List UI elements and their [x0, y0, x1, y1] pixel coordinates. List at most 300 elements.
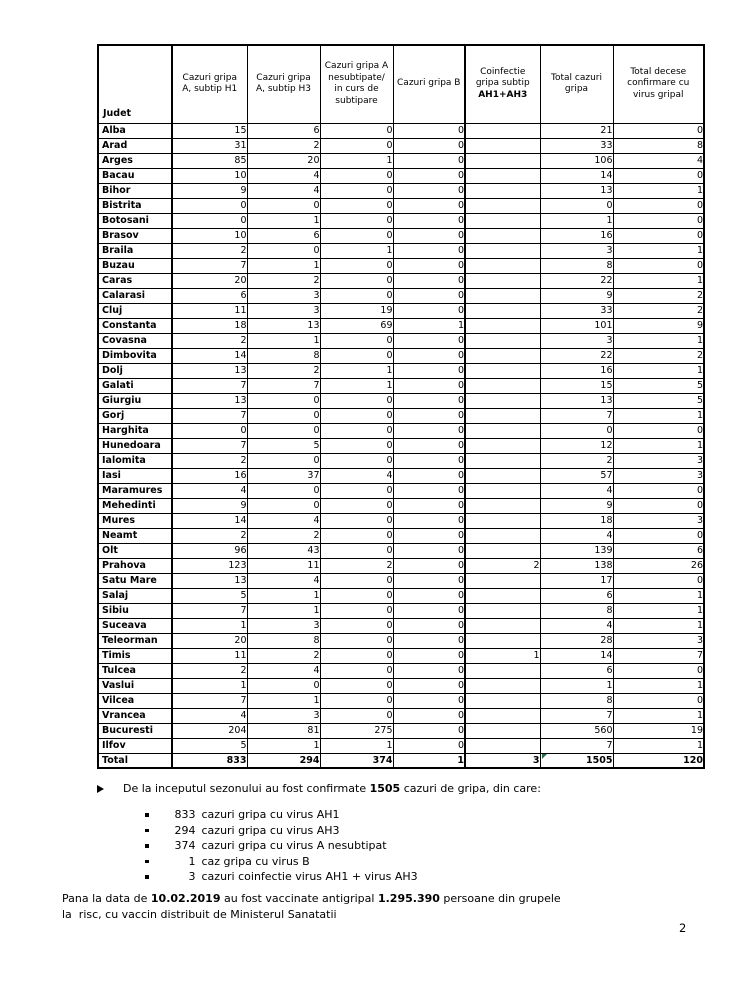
value-cell	[465, 228, 540, 243]
value-cell: 1	[320, 153, 393, 168]
value-cell: 1	[613, 333, 704, 348]
col-header-gripa-a-h3: Cazuri gripa A, subtip H3	[247, 45, 320, 123]
value-cell: 1	[172, 678, 247, 693]
value-cell: 0	[393, 198, 465, 213]
table-row	[98, 363, 704, 378]
value-cell: 1	[172, 618, 247, 633]
value-cell: 8	[540, 693, 613, 708]
value-cell: 1	[613, 738, 704, 753]
table-row	[98, 123, 704, 138]
square-bullet-icon	[145, 844, 149, 848]
value-cell: 6	[540, 588, 613, 603]
case-count: 1	[188, 854, 196, 868]
value-cell: 4	[540, 528, 613, 543]
value-cell	[465, 288, 540, 303]
list-item	[145, 823, 418, 839]
table-row	[98, 648, 704, 663]
value-cell: 2	[247, 138, 320, 153]
value-cell: 0	[320, 513, 393, 528]
value-cell: 8	[540, 603, 613, 618]
value-cell: 13	[172, 393, 247, 408]
value-cell: 0	[247, 483, 320, 498]
value-cell: 2	[320, 558, 393, 573]
county-cell: Gorj	[98, 408, 172, 423]
value-cell: 3	[613, 633, 704, 648]
value-cell: 0	[393, 588, 465, 603]
value-cell: 0	[393, 288, 465, 303]
table-row	[98, 678, 704, 693]
value-cell: 17	[540, 573, 613, 588]
total-value-cell: 120	[613, 753, 704, 768]
value-cell: 0	[393, 693, 465, 708]
value-cell: 0	[320, 213, 393, 228]
value-cell: 13	[172, 363, 247, 378]
value-cell: 0	[393, 738, 465, 753]
value-cell: 5	[247, 438, 320, 453]
value-cell: 7	[172, 438, 247, 453]
value-cell: 0	[613, 483, 704, 498]
value-cell: 0	[393, 243, 465, 258]
table-row	[98, 483, 704, 498]
list-item	[145, 807, 418, 823]
table-row	[98, 183, 704, 198]
table-row	[98, 453, 704, 468]
value-cell: 0	[247, 678, 320, 693]
value-cell: 22	[540, 273, 613, 288]
value-cell: 4	[172, 483, 247, 498]
value-cell: 16	[540, 363, 613, 378]
value-cell	[465, 408, 540, 423]
county-cell: Tulcea	[98, 663, 172, 678]
value-cell: 4	[247, 183, 320, 198]
value-cell: 0	[393, 453, 465, 468]
value-cell: 13	[247, 318, 320, 333]
county-cell: Arad	[98, 138, 172, 153]
table-row	[98, 738, 704, 753]
total-row	[98, 753, 704, 768]
case-count: 374	[174, 839, 196, 853]
table-row	[98, 258, 704, 273]
value-cell: 4	[540, 618, 613, 633]
value-cell	[465, 738, 540, 753]
value-cell	[465, 663, 540, 678]
table-row	[98, 303, 704, 318]
value-cell: 8	[247, 348, 320, 363]
value-cell: 0	[393, 558, 465, 573]
table-row	[98, 603, 704, 618]
value-cell: 10	[172, 228, 247, 243]
value-cell: 14	[540, 168, 613, 183]
value-cell: 0	[172, 213, 247, 228]
value-cell: 0	[247, 393, 320, 408]
table-row	[98, 558, 704, 573]
value-cell: 0	[393, 408, 465, 423]
value-cell: 0	[393, 123, 465, 138]
value-cell: 1	[465, 648, 540, 663]
value-cell	[465, 153, 540, 168]
value-cell: 1	[247, 333, 320, 348]
value-cell: 22	[540, 348, 613, 363]
value-cell: 0	[393, 423, 465, 438]
value-cell	[465, 258, 540, 273]
value-cell: 14	[172, 513, 247, 528]
value-cell: 20	[172, 273, 247, 288]
value-cell: 15	[172, 123, 247, 138]
list-item	[145, 869, 418, 885]
total-label-cell: Total	[98, 753, 172, 768]
table-header	[98, 45, 704, 123]
value-cell	[465, 393, 540, 408]
county-cell: Iasi	[98, 468, 172, 483]
value-cell: 37	[247, 468, 320, 483]
value-cell: 9	[613, 318, 704, 333]
table-row	[98, 708, 704, 723]
value-cell: 2	[172, 663, 247, 678]
value-cell: 3	[247, 708, 320, 723]
table-row	[98, 423, 704, 438]
county-cell: Brasov	[98, 228, 172, 243]
value-cell: 0	[247, 243, 320, 258]
value-cell: 1	[247, 603, 320, 618]
value-cell	[465, 498, 540, 513]
value-cell: 101	[540, 318, 613, 333]
value-cell: 0	[172, 423, 247, 438]
value-cell: 6	[247, 228, 320, 243]
value-cell: 0	[393, 648, 465, 663]
total-value-cell: 3	[465, 753, 540, 768]
value-cell: 0	[613, 198, 704, 213]
value-cell: 13	[540, 183, 613, 198]
value-cell: 275	[320, 723, 393, 738]
value-cell: 0	[393, 303, 465, 318]
value-cell	[465, 678, 540, 693]
table-row	[98, 663, 704, 678]
value-cell: 1	[613, 408, 704, 423]
value-cell: 2	[172, 243, 247, 258]
value-cell	[465, 138, 540, 153]
value-cell: 4	[172, 708, 247, 723]
table-row	[98, 513, 704, 528]
value-cell	[465, 303, 540, 318]
square-bullet-icon	[145, 875, 149, 879]
value-cell	[465, 318, 540, 333]
table-row	[98, 438, 704, 453]
value-cell	[465, 453, 540, 468]
value-cell: 0	[247, 408, 320, 423]
value-cell: 19	[320, 303, 393, 318]
value-cell: 0	[613, 228, 704, 243]
table-row	[98, 588, 704, 603]
table-row	[98, 228, 704, 243]
value-cell: 4	[247, 573, 320, 588]
value-cell: 11	[247, 558, 320, 573]
value-cell: 204	[172, 723, 247, 738]
value-cell	[465, 483, 540, 498]
value-cell	[465, 123, 540, 138]
value-cell: 0	[320, 603, 393, 618]
value-cell	[465, 708, 540, 723]
value-cell: 1	[320, 378, 393, 393]
value-cell	[465, 438, 540, 453]
table-row	[98, 378, 704, 393]
table-row	[98, 288, 704, 303]
col-header-total-decese: Total decese confirmare cu virus gripal	[613, 45, 704, 123]
county-cell: Bucuresti	[98, 723, 172, 738]
value-cell	[465, 198, 540, 213]
value-cell: 5	[172, 738, 247, 753]
value-cell: 2	[613, 348, 704, 363]
value-cell: 0	[320, 168, 393, 183]
county-cell: Dimbovita	[98, 348, 172, 363]
value-cell: 0	[613, 693, 704, 708]
value-cell: 3	[540, 243, 613, 258]
value-cell: 0	[320, 573, 393, 588]
table-body	[98, 123, 704, 753]
vaccination-paragraph: Pana la data de 10.02.2019 au fost vaccinate antigripal 1.295.390 persoane din grupele la risc, cu vaccin distribuit de Ministerul Sanatatii	[62, 892, 561, 921]
value-cell: 5	[172, 588, 247, 603]
value-cell: 0	[393, 528, 465, 543]
value-cell: 4	[613, 153, 704, 168]
season-summary-line	[97, 782, 541, 795]
value-cell: 0	[613, 258, 704, 273]
value-cell: 123	[172, 558, 247, 573]
value-cell: 0	[393, 723, 465, 738]
county-cell: Olt	[98, 543, 172, 558]
value-cell	[465, 273, 540, 288]
value-cell	[465, 573, 540, 588]
value-cell: 0	[613, 168, 704, 183]
value-cell: 31	[172, 138, 247, 153]
value-cell: 13	[172, 573, 247, 588]
county-cell: Buzau	[98, 258, 172, 273]
value-cell	[465, 588, 540, 603]
value-cell: 2	[247, 363, 320, 378]
county-cell: Ialomita	[98, 453, 172, 468]
value-cell: 0	[613, 663, 704, 678]
value-cell: 0	[613, 573, 704, 588]
value-cell: 9	[540, 498, 613, 513]
value-cell: 0	[393, 213, 465, 228]
arrowhead-bullet-icon	[97, 785, 104, 793]
value-cell: 18	[172, 318, 247, 333]
value-cell: 1	[247, 258, 320, 273]
value-cell: 1	[613, 243, 704, 258]
value-cell: 6	[247, 123, 320, 138]
value-cell: 20	[172, 633, 247, 648]
county-cell: Bihor	[98, 183, 172, 198]
value-cell: 20	[247, 153, 320, 168]
county-cell: Sibiu	[98, 603, 172, 618]
value-cell: 0	[320, 528, 393, 543]
value-cell: 560	[540, 723, 613, 738]
county-cell: Covasna	[98, 333, 172, 348]
value-cell: 3	[613, 513, 704, 528]
value-cell	[465, 363, 540, 378]
value-cell: 0	[320, 123, 393, 138]
value-cell: 13	[540, 393, 613, 408]
value-cell: 3	[613, 453, 704, 468]
county-cell: Botosani	[98, 213, 172, 228]
value-cell: 1	[247, 738, 320, 753]
table-row	[98, 273, 704, 288]
value-cell	[465, 468, 540, 483]
case-label: cazuri gripa cu virus A nesubtipat	[201, 839, 387, 853]
value-cell: 0	[540, 423, 613, 438]
value-cell: 6	[172, 288, 247, 303]
table-row	[98, 393, 704, 408]
county-cell: Calarasi	[98, 288, 172, 303]
county-cell: Hunedoara	[98, 438, 172, 453]
value-cell: 0	[393, 168, 465, 183]
value-cell: 4	[540, 483, 613, 498]
table-row	[98, 348, 704, 363]
value-cell: 96	[172, 543, 247, 558]
value-cell: 1	[613, 678, 704, 693]
case-count: 3	[188, 870, 196, 884]
value-cell: 0	[320, 288, 393, 303]
value-cell: 0	[320, 693, 393, 708]
value-cell: 85	[172, 153, 247, 168]
value-cell: 0	[393, 258, 465, 273]
square-bullet-icon	[145, 829, 149, 833]
value-cell: 0	[393, 618, 465, 633]
value-cell: 8	[247, 633, 320, 648]
value-cell: 1	[247, 693, 320, 708]
county-cell: Ilfov	[98, 738, 172, 753]
square-bullet-icon	[145, 860, 149, 864]
value-cell: 1	[613, 438, 704, 453]
value-cell: 3	[613, 468, 704, 483]
list-item	[145, 854, 418, 870]
list-item	[145, 838, 418, 854]
value-cell: 16	[540, 228, 613, 243]
value-cell: 1	[320, 738, 393, 753]
value-cell: 0	[320, 438, 393, 453]
county-cell: Bistrita	[98, 198, 172, 213]
value-cell: 0	[320, 648, 393, 663]
value-cell: 0	[613, 498, 704, 513]
table-row	[98, 543, 704, 558]
value-cell: 2	[247, 528, 320, 543]
county-cell: Vilcea	[98, 693, 172, 708]
value-cell	[465, 333, 540, 348]
case-label: cazuri gripa cu virus AH1	[201, 808, 340, 822]
value-cell: 4	[247, 168, 320, 183]
value-cell: 5	[613, 378, 704, 393]
value-cell: 0	[320, 618, 393, 633]
value-cell	[465, 693, 540, 708]
col-header-gripa-a-h1: Cazuri gripa A, subtip H1	[172, 45, 247, 123]
value-cell	[465, 378, 540, 393]
value-cell: 0	[393, 543, 465, 558]
table-row	[98, 333, 704, 348]
value-cell	[465, 348, 540, 363]
value-cell: 10	[172, 168, 247, 183]
value-cell: 0	[320, 183, 393, 198]
value-cell: 0	[393, 273, 465, 288]
value-cell	[465, 618, 540, 633]
value-cell: 1	[247, 588, 320, 603]
value-cell: 0	[393, 483, 465, 498]
value-cell: 2	[540, 453, 613, 468]
value-cell: 6	[613, 543, 704, 558]
value-cell: 0	[172, 198, 247, 213]
county-cell: Neamt	[98, 528, 172, 543]
total-value-cell: 374	[320, 753, 393, 768]
table-row	[98, 633, 704, 648]
table-row	[98, 153, 704, 168]
table-row	[98, 723, 704, 738]
value-cell: 3	[540, 333, 613, 348]
value-cell: 1	[540, 213, 613, 228]
value-cell: 81	[247, 723, 320, 738]
value-cell: 7	[540, 708, 613, 723]
value-cell: 1	[613, 183, 704, 198]
value-cell: 1	[613, 708, 704, 723]
value-cell	[465, 633, 540, 648]
season-summary-text: De la inceputul sezonului au fost confirmate 1505 cazuri de gripa, din care:	[123, 782, 541, 795]
table-row	[98, 573, 704, 588]
value-cell: 1	[613, 363, 704, 378]
county-cell: Teleorman	[98, 633, 172, 648]
county-cell: Arges	[98, 153, 172, 168]
value-cell: 0	[320, 258, 393, 273]
value-cell: 0	[393, 228, 465, 243]
value-cell: 14	[540, 648, 613, 663]
value-cell: 9	[172, 183, 247, 198]
value-cell: 0	[613, 528, 704, 543]
total-value-cell: 833	[172, 753, 247, 768]
county-cell: Giurgiu	[98, 393, 172, 408]
value-cell: 0	[613, 123, 704, 138]
value-cell: 0	[320, 198, 393, 213]
value-cell: 7	[247, 378, 320, 393]
county-cell: Vaslui	[98, 678, 172, 693]
value-cell: 5	[613, 393, 704, 408]
value-cell: 0	[320, 273, 393, 288]
value-cell: 43	[247, 543, 320, 558]
value-cell: 2	[613, 288, 704, 303]
county-cell: Mures	[98, 513, 172, 528]
county-cell: Galati	[98, 378, 172, 393]
value-cell: 0	[393, 333, 465, 348]
value-cell: 1	[613, 273, 704, 288]
value-cell	[465, 513, 540, 528]
value-cell: 0	[320, 228, 393, 243]
value-cell: 2	[247, 648, 320, 663]
value-cell: 1	[613, 588, 704, 603]
county-cell: Caras	[98, 273, 172, 288]
value-cell: 0	[320, 393, 393, 408]
county-cell: Cluj	[98, 303, 172, 318]
table-row	[98, 213, 704, 228]
cell-comment-flag-icon	[542, 754, 547, 759]
value-cell: 11	[172, 648, 247, 663]
value-cell: 0	[393, 348, 465, 363]
value-cell: 4	[247, 663, 320, 678]
value-cell: 106	[540, 153, 613, 168]
square-bullet-icon	[145, 813, 149, 817]
value-cell: 18	[540, 513, 613, 528]
value-cell: 0	[393, 603, 465, 618]
table-row	[98, 243, 704, 258]
case-count: 294	[174, 823, 196, 837]
value-cell: 7	[540, 408, 613, 423]
table-row	[98, 198, 704, 213]
case-label: caz gripa cu virus B	[201, 854, 310, 868]
value-cell: 0	[393, 663, 465, 678]
value-cell: 7	[172, 258, 247, 273]
